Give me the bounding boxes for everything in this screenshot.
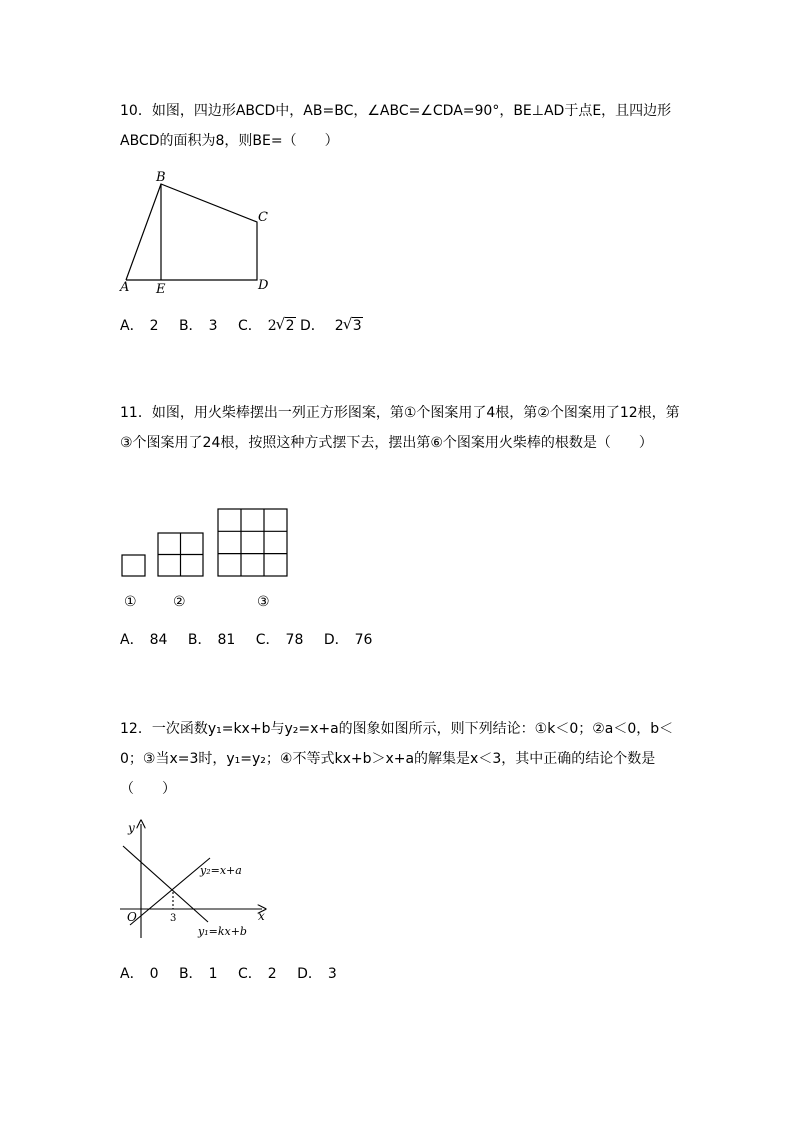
label-c: C: [258, 210, 268, 225]
option-b[interactable]: B． 3: [178, 318, 218, 334]
caption-3: ③: [257, 594, 270, 610]
question-11-text: 11．如图，用火柴棒摆出一列正方形图案，第①个图案用了4根，第②个图案用了12根，第③个图案用了24根，按照这种方式摆下去，摆出第⑥个图案用火柴棒的根数是（ ）: [120, 405, 680, 451]
option-d[interactable]: D． 2√ 3: [300, 316, 363, 336]
question-11-options: [120, 630, 388, 650]
linear-functions-graph: [110, 818, 280, 943]
question-10-options: [120, 316, 379, 336]
label-a: A: [120, 280, 130, 295]
sqrt-symbol: √ 3: [344, 316, 363, 336]
line-y2-label: y₂=x+a: [200, 864, 242, 877]
caption-2: ②: [173, 594, 186, 610]
option-b[interactable]: B． 81: [187, 632, 236, 648]
option-c[interactable]: C． 78: [255, 632, 304, 648]
option-c[interactable]: C． 2: [237, 966, 277, 982]
question-12-text: 12．一次函数y₁=kx+b与y₂=x+a的图象如图所示，则下列结论：①k＜0；②a＜0，b＜0；③当x=3时，y₁=y₂；④不等式kx+b＞x+a的解集是x＜3，其中正确的结论个数是（ ）: [120, 721, 674, 797]
sqrt-symbol: √ 2: [277, 316, 296, 336]
option-d[interactable]: D． 76: [323, 632, 373, 648]
option-a[interactable]: A． 0: [120, 966, 159, 982]
origin-label: O: [127, 910, 137, 924]
y-axis-label: y: [128, 821, 135, 835]
option-c[interactable]: C． 2√ 2: [238, 316, 296, 336]
x-axis-label: x: [258, 909, 265, 923]
label-b: B: [156, 170, 166, 185]
label-d: D: [258, 278, 269, 293]
question-10-text: 10．如图，四边形ABCD中，AB=BC，∠ABC=∠CDA=90°，BE⊥AD于点E，且四边形ABCD的面积为8，则BE=（ ）: [120, 103, 672, 149]
quadrilateral-figure: [110, 165, 290, 300]
matchstick-squares-figure: [118, 505, 293, 580]
question-12-options: [120, 964, 353, 984]
option-a[interactable]: A． 84: [120, 632, 168, 648]
option-a[interactable]: A． 2: [120, 318, 159, 334]
caption-1: ①: [124, 594, 137, 610]
label-e: E: [156, 282, 166, 297]
option-b[interactable]: B． 1: [178, 966, 218, 982]
line-y1-label: y₁=kx+b: [198, 925, 247, 938]
tick-3-label: 3: [170, 913, 177, 924]
option-d[interactable]: D． 3: [297, 966, 337, 982]
